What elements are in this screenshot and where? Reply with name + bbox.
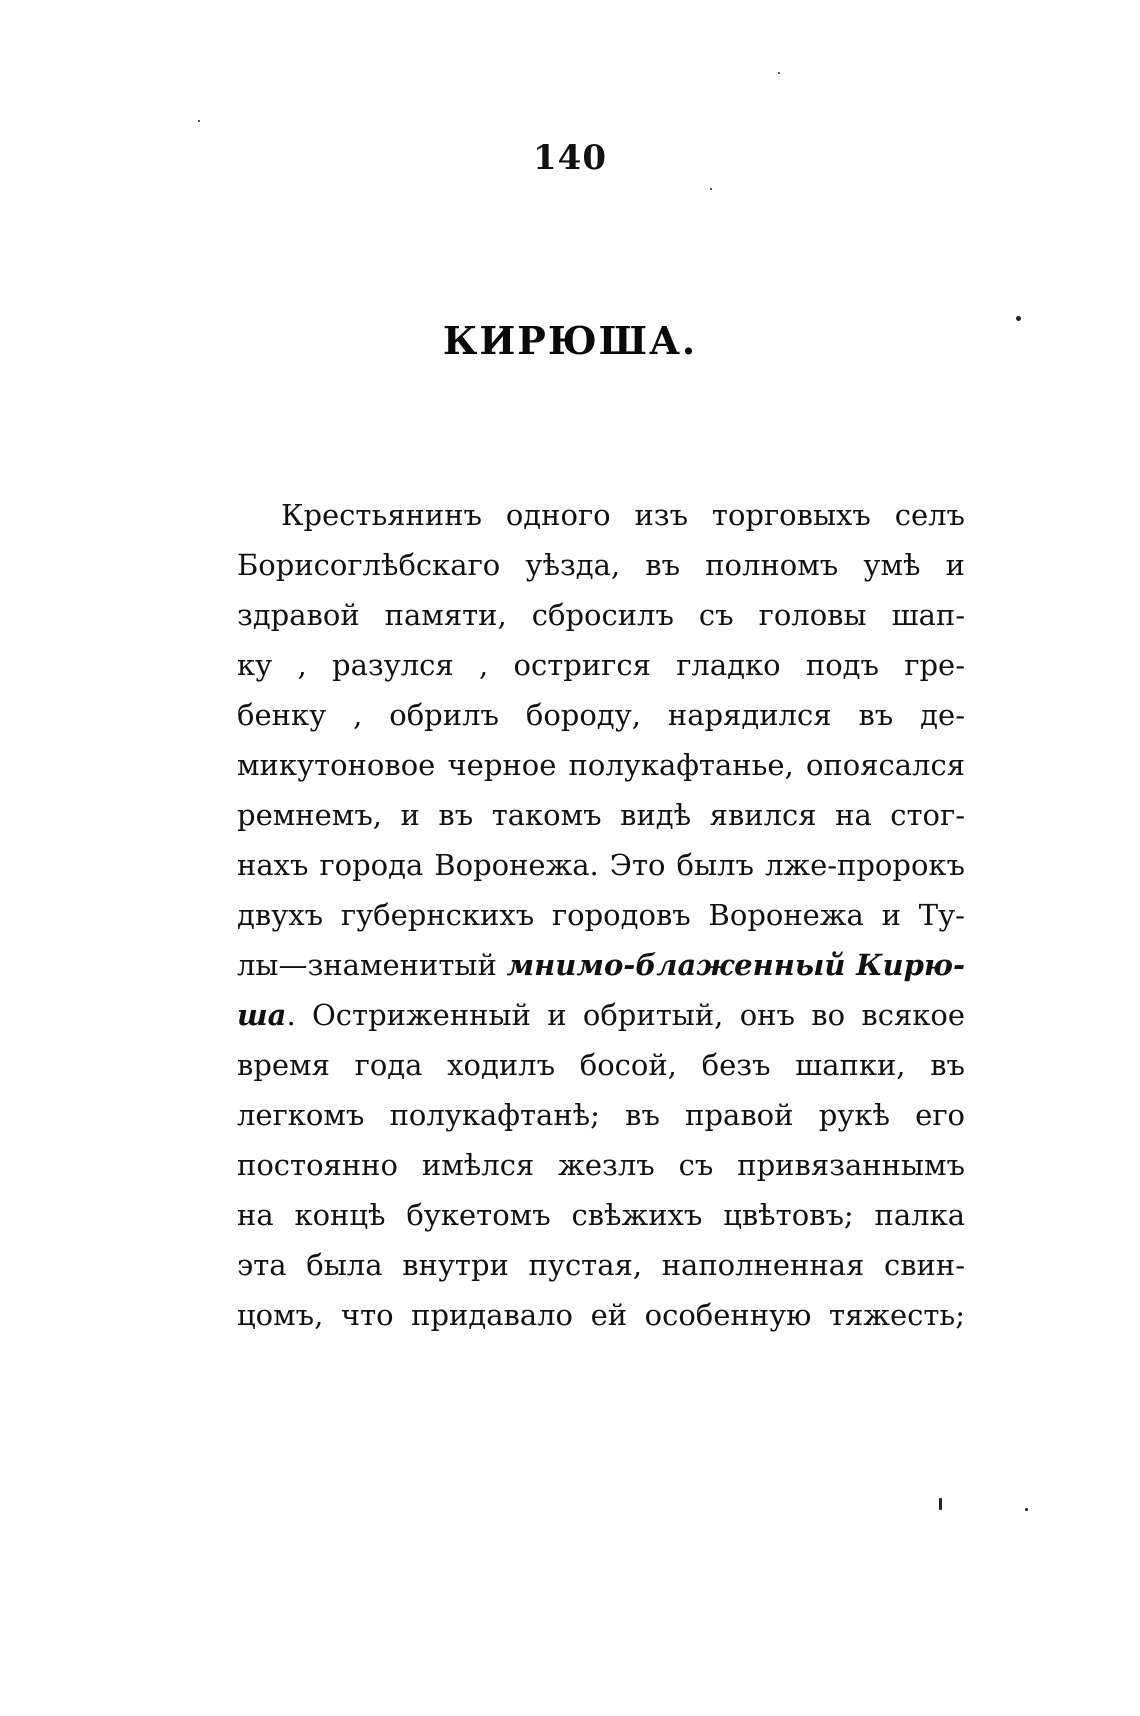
scan-speck — [1025, 1508, 1028, 1511]
text-run: эта была внутри пустая, наполненная свин- — [237, 1248, 965, 1282]
emphasized-text: ша — [237, 998, 287, 1032]
text-run: цомъ, что придавало ей особенную тяжесть; — [237, 1298, 965, 1332]
text-run: на концѣ букетомъ свѣжихъ цвѣтовъ; палка — [237, 1198, 965, 1232]
text-line — [237, 1240, 965, 1290]
text-run: Борисоглѣбскаго уѣзда, въ полномъ умѣ и — [237, 548, 965, 582]
text-line — [237, 740, 965, 790]
text-run: ку , разулся , остригся гладко подъ гре- — [237, 648, 965, 682]
text-line — [237, 1140, 965, 1190]
text-run: легкомъ полукафтанѣ; въ правой рукѣ его — [237, 1098, 965, 1132]
text-line — [237, 690, 965, 740]
chapter-title: КИРЮША. — [442, 318, 698, 363]
text-line — [237, 790, 965, 840]
text-line — [237, 1040, 965, 1090]
text-line — [237, 590, 965, 640]
text-line — [237, 1090, 965, 1140]
text-run: нахъ города Воронежа. Это былъ лже-пророкъ — [237, 848, 965, 882]
text-line — [237, 990, 965, 1040]
scan-speck — [778, 72, 780, 74]
text-line — [237, 1190, 965, 1240]
text-run: микутоновое черное полукафтанье, опоясался — [237, 748, 965, 782]
text-run: здравой памяти, сбросилъ съ головы шап- — [237, 598, 965, 632]
text-line — [237, 640, 965, 690]
text-run: постоянно имѣлся жезлъ съ привязаннымъ — [237, 1148, 965, 1182]
emphasized-text: мнимо-блаженный Кирю- — [506, 948, 965, 982]
scan-speck — [1016, 316, 1021, 321]
text-line — [237, 490, 965, 540]
body-text — [237, 490, 965, 1340]
text-run: лы—знаменитый — [237, 948, 507, 982]
text-line — [237, 540, 965, 590]
scan-speck — [710, 188, 712, 190]
text-line — [237, 940, 965, 990]
text-run: Крестьянинъ одного изъ торговыхъ селъ — [281, 498, 965, 532]
text-run: время года ходилъ босой, безъ шапки, въ — [237, 1048, 965, 1082]
page-number: 140 — [533, 138, 607, 178]
text-line — [237, 1290, 965, 1340]
text-run: ремнемъ, и въ такомъ видѣ явился на стог- — [237, 798, 965, 832]
text-run: бенку , обрилъ бороду, нарядился въ де- — [237, 698, 965, 732]
text-run: . Остриженный и обритый, онъ во всякое — [286, 998, 965, 1032]
scan-speck — [939, 1498, 942, 1510]
text-line — [237, 840, 965, 890]
scan-speck — [198, 120, 200, 122]
text-run: двухъ губернскихъ городовъ Воронежа и Ту- — [237, 898, 965, 932]
text-line — [237, 890, 965, 940]
